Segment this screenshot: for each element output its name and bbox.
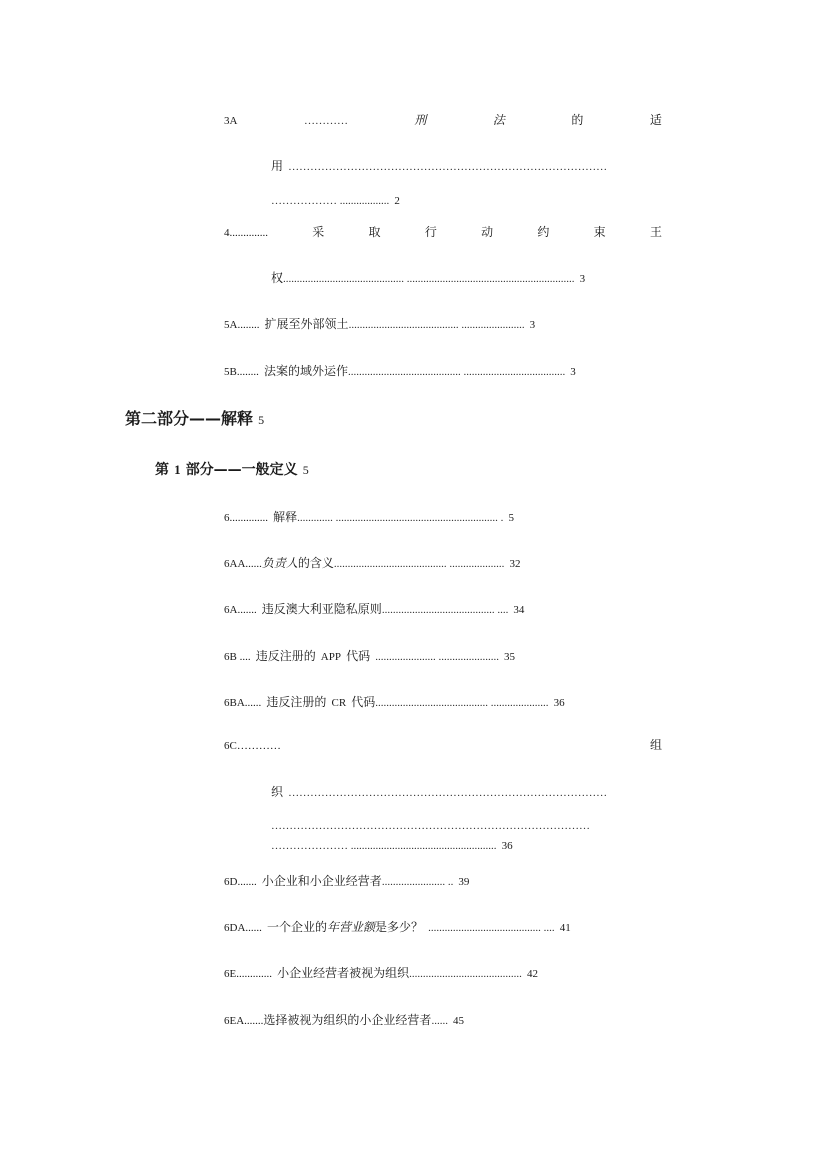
entry-title: 解释 bbox=[273, 510, 298, 524]
entry-title: 违反注册的 bbox=[266, 695, 327, 709]
leader-dots: ......................................... .................... bbox=[333, 558, 505, 570]
entry-number: 6.............. bbox=[224, 512, 268, 524]
toc-entry-6aa[interactable] bbox=[224, 554, 521, 570]
leader-dots: …………………………………………………………………………… bbox=[271, 820, 590, 832]
page-number: 3 bbox=[570, 366, 576, 378]
page-number: 3 bbox=[529, 319, 536, 331]
toc-entry-4-line2 bbox=[271, 269, 585, 285]
leader-dots: …………………………………………………………………………… bbox=[288, 161, 608, 173]
leader-dots: ......................................... .... bbox=[428, 922, 555, 934]
page-number: 45 bbox=[453, 1015, 465, 1027]
division-number: 1 bbox=[174, 462, 181, 477]
entry-title-italic: 负责人 bbox=[261, 556, 298, 570]
entry-title: 选择被视为组织的小企业经营者 bbox=[263, 1013, 432, 1027]
page-number: 2 bbox=[394, 195, 400, 207]
entry-number: 6BA...... bbox=[224, 697, 262, 709]
leader-dots: ........................................ ....................... bbox=[348, 319, 525, 331]
leader-dots: ......................................... ..................................... bbox=[347, 366, 566, 378]
part-title: 第二部分——解释 bbox=[125, 409, 254, 428]
leader-dots: ......................................... .... bbox=[381, 604, 509, 616]
page-number: 35 bbox=[504, 651, 516, 663]
toc-entry-5a[interactable] bbox=[224, 315, 535, 331]
leader-dots: ………… bbox=[303, 115, 348, 127]
entry-number: 6A....... bbox=[224, 604, 257, 616]
toc-entry-6e[interactable] bbox=[224, 964, 538, 980]
toc-entry-3a[interactable] bbox=[224, 114, 662, 127]
toc-division-heading[interactable] bbox=[155, 461, 309, 477]
toc-entry-6c-line2 bbox=[271, 783, 663, 799]
page-number: 5 bbox=[508, 512, 514, 524]
entry-title: 代码 bbox=[346, 649, 371, 663]
entry-number: 3A bbox=[224, 115, 238, 127]
entry-number: 6C………… bbox=[224, 740, 281, 752]
toc-entry-6a[interactable] bbox=[224, 600, 524, 616]
entry-number: 4.............. bbox=[224, 227, 268, 239]
leader-dots: ...... bbox=[431, 1015, 448, 1027]
entry-number: 6E............. bbox=[224, 968, 272, 980]
page-number: 39 bbox=[458, 876, 470, 888]
entry-title: 小企业和小企业经营者 bbox=[261, 874, 382, 888]
toc-entry-6ea[interactable] bbox=[224, 1011, 464, 1027]
entry-title-char: 动 bbox=[481, 225, 494, 239]
division-title: 部分——一般定义 bbox=[185, 462, 298, 478]
entry-title: 违反注册的 bbox=[255, 649, 316, 663]
page-number: 41 bbox=[559, 922, 571, 934]
entry-title-char: 权 bbox=[271, 271, 284, 285]
entry-title: 一个企业的 bbox=[266, 920, 327, 934]
page-number: 42 bbox=[526, 968, 538, 980]
entry-number: 6D....... bbox=[224, 876, 257, 888]
entry-title-char: 法 bbox=[492, 113, 505, 127]
entry-title-char: 行 bbox=[424, 225, 437, 239]
toc-entry-3a-line3 bbox=[271, 191, 400, 207]
toc-entry-6[interactable] bbox=[224, 508, 514, 524]
toc-part-heading[interactable] bbox=[125, 411, 264, 427]
toc-entry-6c-line4 bbox=[271, 836, 513, 852]
leader-dots: ...................... ...................... bbox=[375, 651, 499, 663]
division-title-prefix: 第 bbox=[155, 462, 169, 478]
page-number: 3 bbox=[579, 273, 586, 285]
entry-title: 是多少？ bbox=[375, 920, 424, 934]
entry-title-char: 织 bbox=[271, 785, 284, 799]
entry-title: 扩展至外部领土 bbox=[264, 317, 349, 331]
entry-number: 6EA....... bbox=[224, 1015, 264, 1027]
entry-title-char: 适 bbox=[649, 113, 662, 127]
leader-dots: ......................................... ..................... bbox=[375, 697, 549, 709]
entry-title-char: 取 bbox=[368, 225, 381, 239]
entry-title: 代码 bbox=[351, 695, 376, 709]
leader-dots: ............................................ ............................................................. bbox=[283, 273, 575, 285]
entry-number: 6B .... bbox=[224, 651, 251, 663]
entry-title-char: 束 bbox=[593, 225, 606, 239]
entry-title-char: 的 bbox=[571, 113, 584, 127]
toc-entry-6c-line3 bbox=[271, 816, 659, 832]
entry-number: 6DA...... bbox=[224, 922, 262, 934]
leader-dots: ....................... .. bbox=[381, 876, 454, 888]
entry-number: 5A........ bbox=[224, 319, 260, 331]
code-name: CR bbox=[331, 697, 347, 709]
leader-dots: ............. ........................................................... . bbox=[297, 512, 504, 524]
entry-title-char: 采 bbox=[312, 225, 325, 239]
toc-entry-6b[interactable] bbox=[224, 647, 515, 663]
code-name: APP bbox=[320, 651, 341, 663]
toc-entry-6d[interactable] bbox=[224, 872, 469, 888]
entry-title: 法案的域外运作 bbox=[263, 364, 348, 378]
entry-title: 小企业经营者被视为组织 bbox=[277, 966, 410, 980]
entry-title-char: 组 bbox=[649, 738, 662, 752]
toc-entry-6ba[interactable] bbox=[224, 693, 565, 709]
toc-entry-3a-line2 bbox=[271, 157, 663, 173]
leader-dots: ………………… ..................................................... bbox=[271, 840, 497, 852]
page-number: 5 bbox=[258, 413, 265, 427]
entry-title: 的含义 bbox=[297, 556, 334, 570]
entry-title-char: 刑 bbox=[414, 113, 427, 127]
entry-number: 6AA...... bbox=[224, 558, 262, 570]
toc-entry-6c[interactable] bbox=[224, 739, 662, 752]
entry-title-italic: 年营业额 bbox=[327, 920, 376, 934]
entry-title-char: 王 bbox=[649, 225, 662, 239]
toc-entry-5b[interactable] bbox=[224, 362, 576, 378]
entry-title-char: 约 bbox=[537, 225, 550, 239]
entry-number: 5B........ bbox=[224, 366, 259, 378]
page-number: 36 bbox=[553, 697, 565, 709]
page-number: 34 bbox=[513, 604, 525, 616]
page-number: 5 bbox=[302, 463, 309, 477]
entry-title: 违反澳大利亚隐私原则 bbox=[261, 602, 382, 616]
leader-dots: ......................................... bbox=[409, 968, 522, 980]
leader-dots: ……………… .................. bbox=[271, 195, 390, 207]
entry-title-char: 用 bbox=[271, 159, 284, 173]
page-number: 32 bbox=[509, 558, 521, 570]
page-number: 36 bbox=[501, 840, 513, 852]
toc-entry-6da[interactable] bbox=[224, 918, 571, 934]
leader-dots: …………………………………………………………………………… bbox=[288, 787, 608, 799]
toc-entry-4[interactable] bbox=[224, 226, 662, 239]
